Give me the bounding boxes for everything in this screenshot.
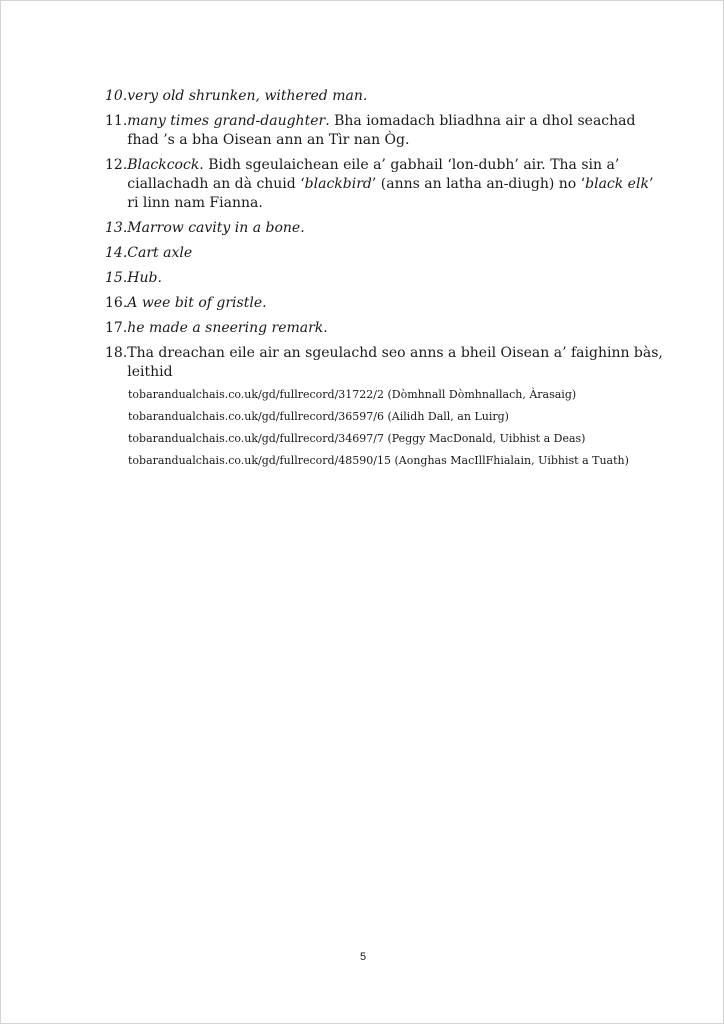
endnote-number: 18.: [105, 345, 128, 361]
source-link: tobarandualchais.co.uk/gd/fullrecord/34697/7 (Peggy MacDonald, Uibhist a Deas): [128, 432, 586, 445]
endnote-italic-segment: Blackcock: [127, 157, 200, 173]
source-list: [128, 388, 665, 468]
endnote-segment: .: [262, 295, 267, 311]
endnote-number: 16.: [105, 295, 128, 311]
endnote-italic-segment: Hub.: [127, 270, 162, 286]
endnote-number: 13.: [105, 220, 128, 236]
endnote-item: [105, 344, 665, 382]
endnote-number: 14.: [105, 245, 128, 261]
endnotes-list: [105, 87, 665, 476]
endnote-item: [105, 156, 665, 213]
endnote-item: [105, 269, 665, 288]
endnote-italic-segment: many times grand-daughter: [127, 113, 326, 129]
endnote-italic-segment: Cart axle: [127, 245, 193, 261]
endnote-item: [105, 219, 665, 238]
endnote-text: [127, 87, 665, 106]
endnote-text: [127, 244, 665, 263]
endnote-text: [127, 112, 665, 150]
endnote-text: [127, 294, 665, 313]
endnote-item: [105, 294, 665, 313]
endnote-italic-segment: blackbird: [304, 176, 372, 192]
endnote-italic-segment: he made a sneering remark: [127, 320, 324, 336]
endnote-item: [105, 87, 665, 106]
endnote-item: [105, 244, 665, 263]
endnote-item: [105, 112, 665, 150]
endnote-segment: ’ (anns an latha an-diugh) no ‘: [371, 176, 586, 192]
endnote-segment: . Bha iomadach bliadhna air a dhol seachad fhad ’s a bha Oisean ann an Tìr nan Òg.: [127, 113, 636, 148]
endnote-text: [127, 219, 665, 238]
endnote-italic-segment: Marrow cavity in a bone.: [127, 220, 305, 236]
endnote-italic-segment: A wee bit of gristle: [127, 295, 263, 311]
endnote-text: [127, 269, 665, 288]
endnote-italic-segment: black elk: [585, 176, 649, 192]
endnote-segment: ’ ri linn nam Fianna.: [127, 176, 654, 211]
source-link: tobarandualchais.co.uk/gd/fullrecord/31722/2 (Dòmhnall Dòmhnallach, Àrasaig): [128, 388, 577, 401]
endnote-text: [127, 156, 665, 213]
endnote-number: 10.: [105, 88, 128, 104]
endnote-number: 17.: [105, 320, 128, 336]
endnote-segment: . Bidh sgeulaichean eile a’ gabhail ‘lon-dubh’ air. Tha sin a’ ciallachadh an dà chuid ‘: [127, 157, 620, 192]
endnote-text: [127, 319, 665, 338]
endnote-segment: .: [323, 320, 328, 336]
endnote-number: 11.: [105, 113, 128, 129]
endnote-italic-segment: very old shrunken, withered man.: [127, 88, 368, 104]
page-number: 5: [359, 951, 367, 963]
endnote-segment: Tha dreachan eile air an sgeulachd seo anns a bheil Oisean a’ faighinn bàs, leithid: [127, 345, 663, 380]
source-link: tobarandualchais.co.uk/gd/fullrecord/48590/15 (Aonghas MacIllFhialain, Uibhist a Tuath): [128, 454, 629, 467]
source-link: tobarandualchais.co.uk/gd/fullrecord/36597/6 (Ailidh Dall, an Luirg): [128, 410, 509, 423]
endnote-item: [105, 319, 665, 338]
endnote-text: [127, 344, 665, 382]
endnote-number: 12.: [105, 157, 128, 173]
endnote-number: 15.: [105, 270, 128, 286]
